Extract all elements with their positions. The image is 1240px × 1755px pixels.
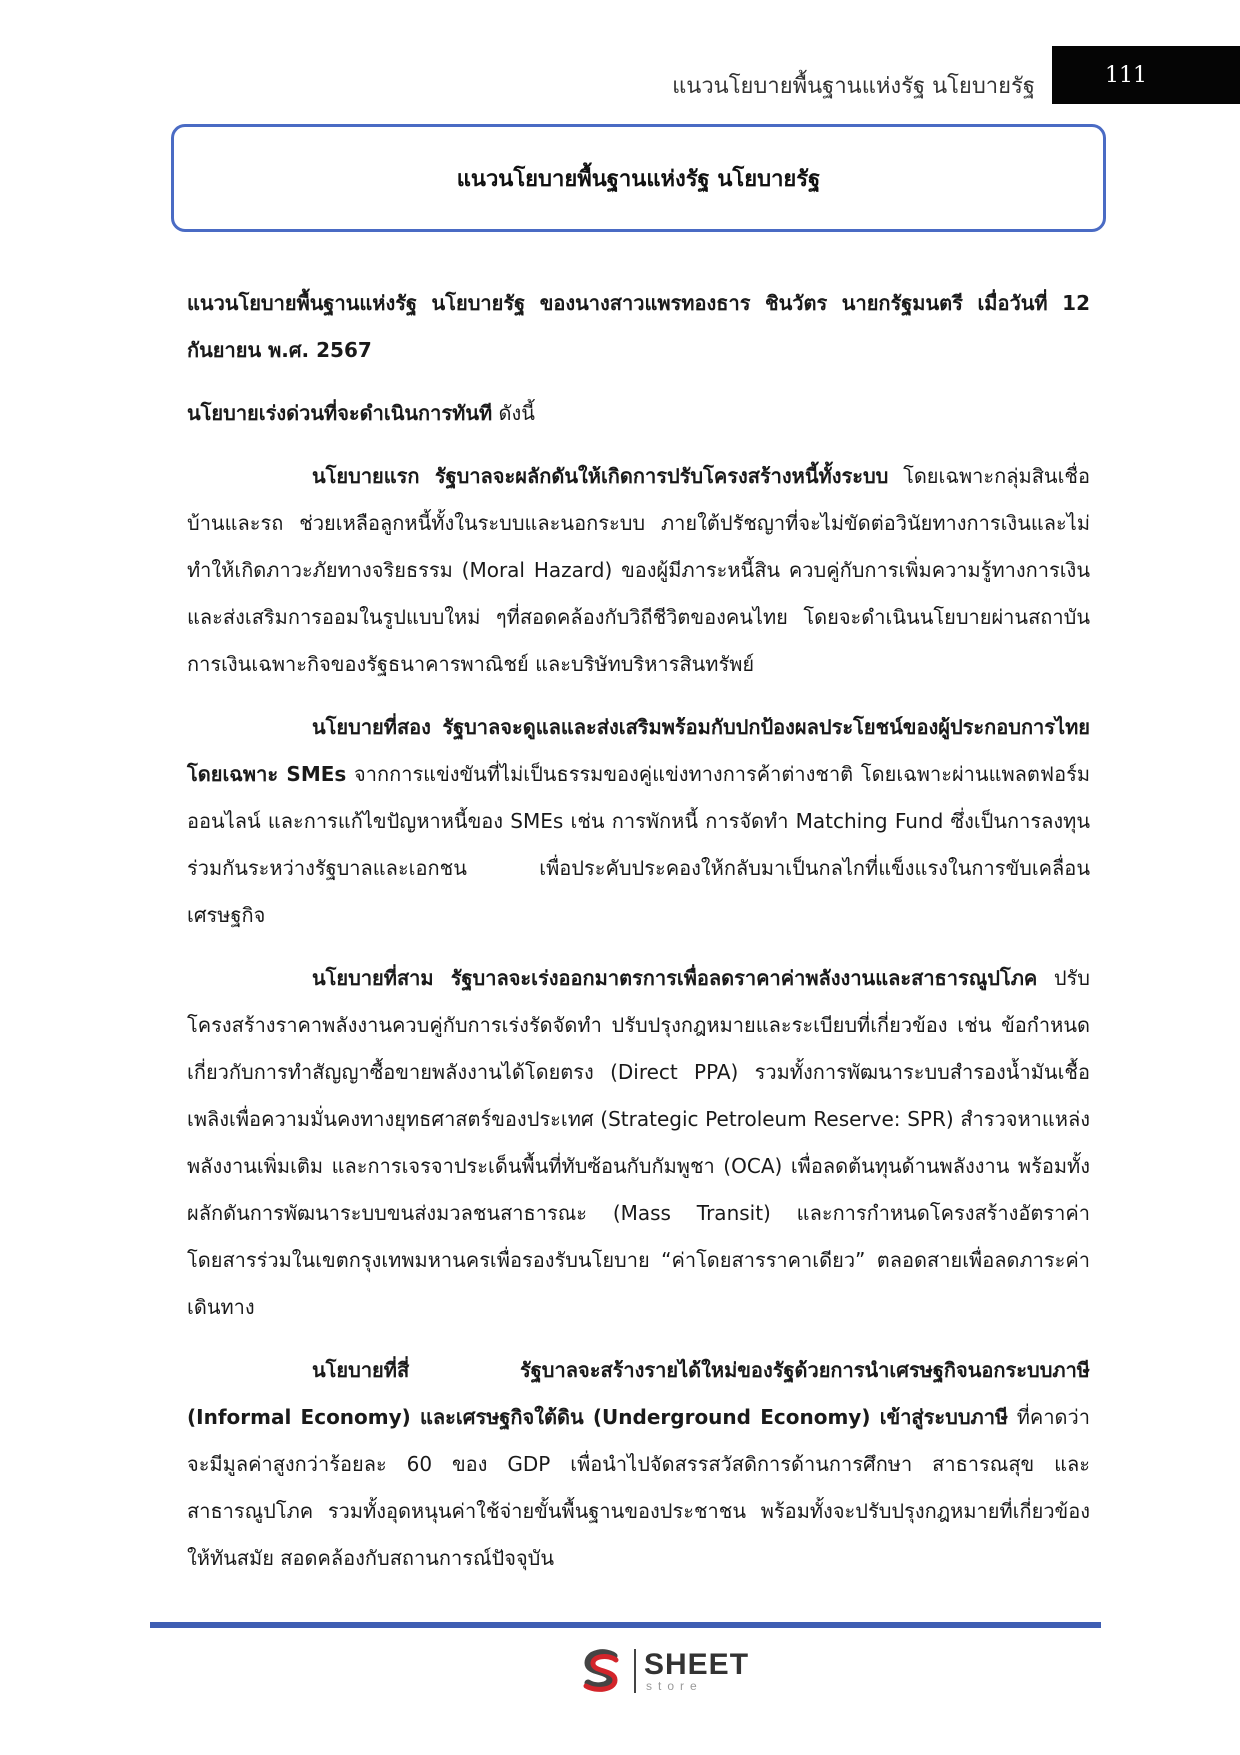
intro-paragraph: แนวนโยบายพื้นฐานแห่งรัฐ นโยบายรัฐ ของนางสาวแพรทองธาร ชินวัตร นายกรัฐมนตรี เมื่อวันที่ 12 กันยายน พ.ศ. 2567 xyxy=(187,291,1090,362)
policy-4-heading: นโยบายที่สี่ รัฐบาลจะสร้างรายได้ใหม่ของรัฐด้วยการนำเศรษฐกิจนอกระบบภาษี (Informal Economy) และเศรษฐกิจใต้ดิน (Underground Economy) เข้าสู่ระบบภาษี xyxy=(187,1358,1090,1429)
policy-4-text: ที่คาดว่าจะมีมูลค่าสูงกว่าร้อยละ 60 ของ GDP เพื่อนำไปจัดสรรสวัสดิการด้านการศึกษา สาธารณสุข และสาธารณูปโภค รวมทั้งอุดหนุนค่าใช้จ่ายขั้นพื้นฐานของประชาชน พร้อมทั้งจะปรับปรุงกฎหมายที่เกี่ยวข้องให้ทันสมัย สอดคล้องกับสถานการณ์ปัจจุบัน xyxy=(187,1405,1090,1570)
logo-subword: store xyxy=(646,1679,703,1693)
policy-2-heading: นโยบายที่สอง รัฐบาลจะดูแลและส่งเสริมพร้อมกับปกป้องผลประโยชน์ของผู้ประกอบการไทยโดยเฉพาะ SMEs xyxy=(187,715,1090,786)
policy-paragraph-3 xyxy=(187,955,1090,1331)
policy-1-text: โดยเฉพาะกลุ่มสินเชื่อบ้านและรถ ช่วยเหลือลูกหนี้ทั้งในระบบและนอกระบบ ภายใต้ปรัชญาที่จะไม่ขัดต่อวินัยทางการเงินและไม่ทำให้เกิดภาวะภัยทางจริยธรรม (Moral Hazard) ของผู้มีภาระหนี้สิน ควบคู่กับการเพิ่มความรู้ทางการเงินและส่งเสริมการออมในรูปแบบใหม่ ๆที่สอดคล้องกับวิถีชีวิตของคนไทย โดยจะดำเนินนโยบายผ่านสถาบันการเงินเฉพาะกิจของรัฐธนาคารพาณิชย์ และบริษัทบริหารสินทรัพย์ xyxy=(187,464,1090,676)
policy-2-text: จากการแข่งขันที่ไม่เป็นธรรมของคู่แข่งทางการค้าต่างชาติ โดยเฉพาะผ่านแพลตฟอร์มออนไลน์ และการแก้ไขปัญหาหนี้ของ SMEs เช่น การพักหนี้ การจัดทำ Matching Fund ซึ่งเป็นการลงทุนร่วมกันระหว่างรัฐบาลและเอกชน เพื่อประคับประคองให้กลับมาเป็นกลไกที่แข็งแรงในการขับเคลื่อนเศรษฐกิจ xyxy=(187,762,1091,927)
policy-1-heading: นโยบายแรก รัฐบาลจะผลักดันให้เกิดการปรับโครงสร้างหนี้ทั้งระบบ xyxy=(312,464,889,488)
title-box xyxy=(171,124,1106,232)
logo-word: SHEET xyxy=(644,1648,750,1681)
page-number-tab xyxy=(1052,46,1240,104)
logo-divider xyxy=(634,1649,636,1693)
policy-3-heading: นโยบายที่สาม รัฐบาลจะเร่งออกมาตรการเพื่อลดราคาค่าพลังงานและสาธารณูปโภค xyxy=(312,966,1038,990)
sheet-logo-icon xyxy=(576,1646,626,1696)
sheet-store-logo xyxy=(576,1645,749,1697)
policy-3-text: ปรับโครงสร้างราคาพลังงานควบคู่กับการเร่งรัดจัดทำ ปรับปรุงกฎหมายและระเบียบที่เกี่ยวข้อง เช่น ข้อกำหนดเกี่ยวกับการทำสัญญาซื้อขายพลังงานได้โดยตรง (Direct PPA) รวมทั้งการพัฒนาระบบสำรองน้ำมันเชื้อเพลิงเพื่อความมั่นคงทางยุทธศาสตร์ของประเทศ (Strategic Petroleum Reserve: SPR) สำรวจหาแหล่งพลังงานเพิ่มเติม และการเจรจาประเด็นพื้นที่ทับซ้อนกับกัมพูชา (OCA) เพื่อลดต้นทุนด้านพลังงาน พร้อมทั้งผลักดันการพัฒนาระบบขนส่งมวลชนสาธารณะ (Mass Transit) และการกำหนดโครงสร้างอัตราค่าโดยสารร่วมในเขตกรุงเทพมหานครเพื่อรองรับนโยบาย “ค่าโดยสารราคาเดียว” ตลอดสายเพื่อลดภาระค่าเดินทาง xyxy=(187,966,1090,1319)
policy-paragraph-4 xyxy=(187,1347,1090,1582)
logo-text xyxy=(644,1650,749,1692)
footer-rule xyxy=(150,1622,1101,1628)
page-number: 111 xyxy=(1105,62,1147,88)
urgent-policy-heading xyxy=(187,390,1090,437)
document-title: แนวนโยบายพื้นฐานแห่งรัฐ นโยบายรัฐ xyxy=(456,166,821,192)
urgent-heading-suffix: ดังนี้ xyxy=(492,401,535,425)
document-body xyxy=(187,280,1090,1598)
urgent-heading-label: นโยบายเร่งด่วนที่จะดำเนินการทันที xyxy=(187,401,493,425)
policy-paragraph-2 xyxy=(187,704,1090,939)
policy-paragraph-1 xyxy=(187,453,1090,688)
running-header-title: แนวนโยบายพื้นฐานแห่งรัฐ นโยบายรัฐ xyxy=(672,74,1035,99)
